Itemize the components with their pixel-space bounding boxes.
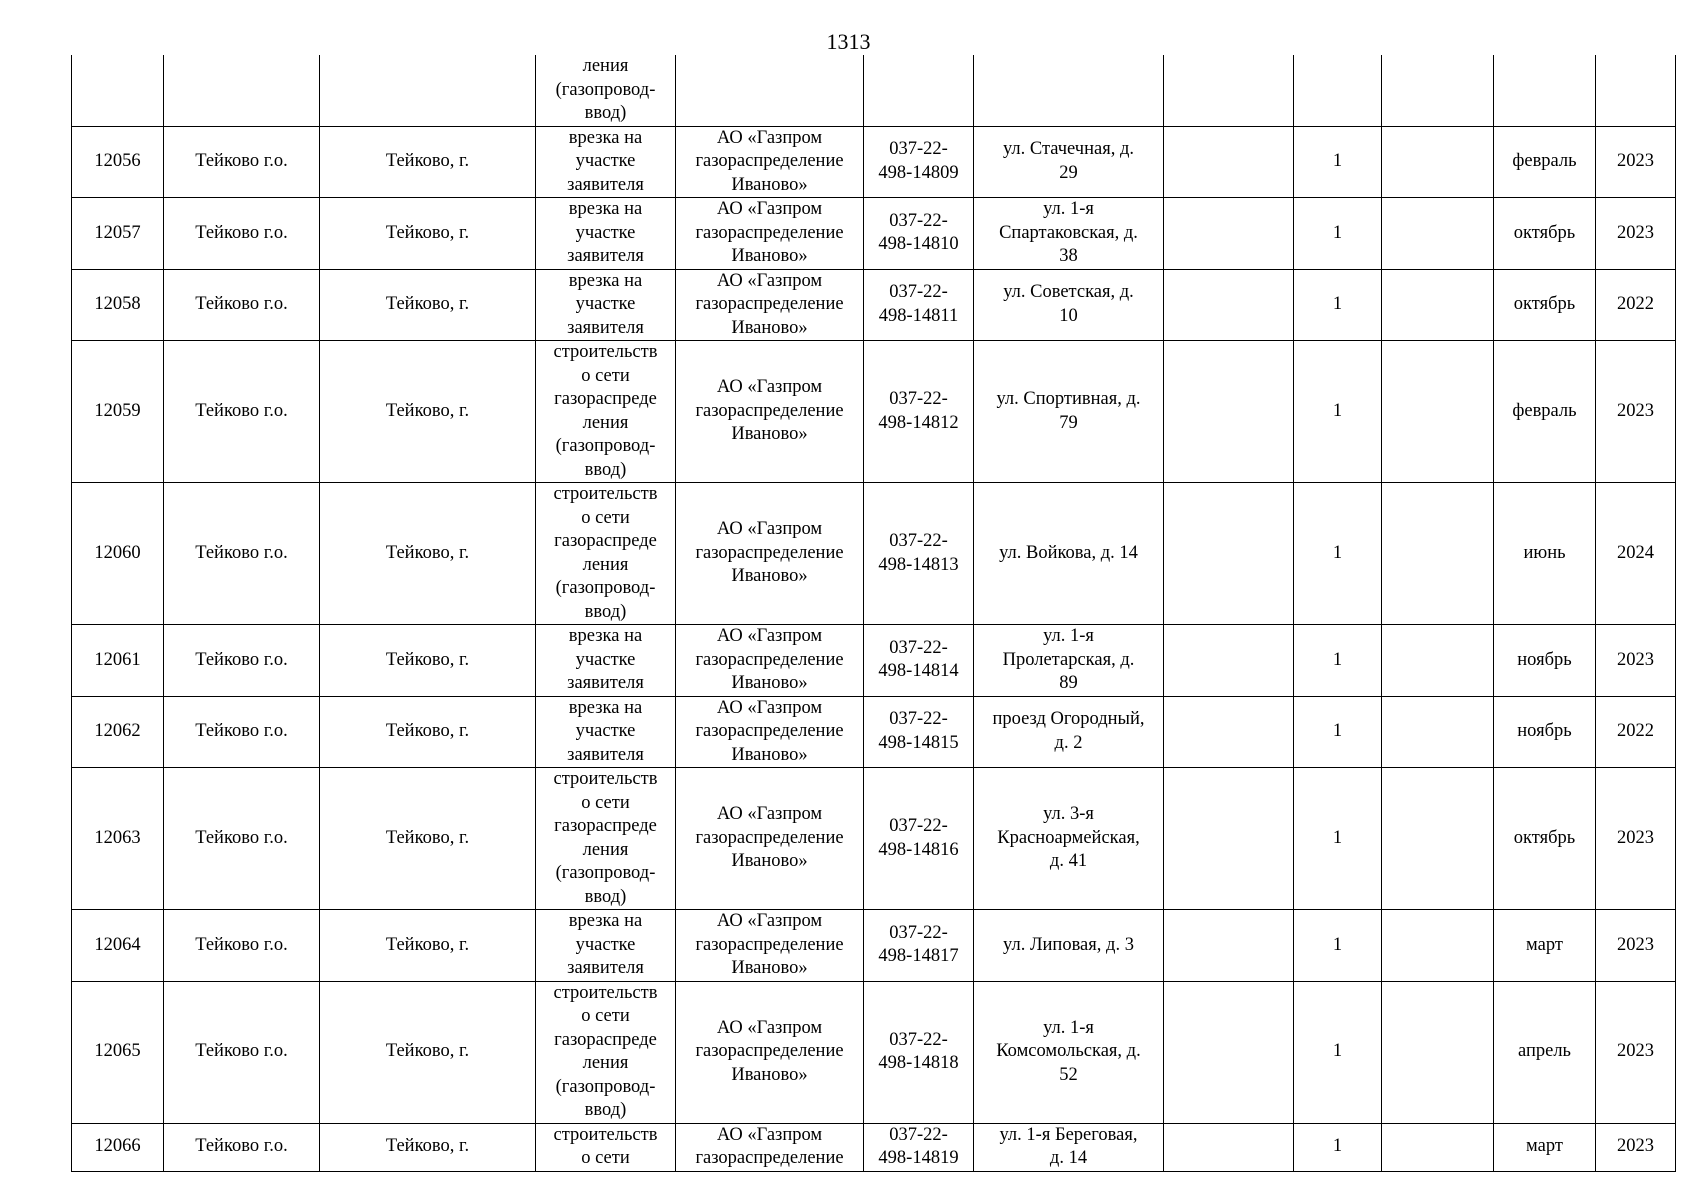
cell-address-text: ул. Спортивная, д. 79 xyxy=(996,389,1141,433)
cell-settlement xyxy=(320,341,536,483)
cell-code-text: 037-22- 498-14810 xyxy=(878,210,959,255)
cell-quantity-text: 1 xyxy=(1332,151,1343,171)
cell-organization-text: АО «Газпром газораспределение xyxy=(695,1124,844,1168)
cell-empty xyxy=(864,55,974,126)
cell-month xyxy=(1494,341,1596,483)
table-row xyxy=(72,981,1676,1123)
cell-id xyxy=(72,768,164,910)
cell-work-type-text: врезка на участке заявителя xyxy=(567,911,644,978)
cell-month xyxy=(1494,126,1596,198)
cell-col8 xyxy=(1164,198,1294,270)
cell-month-text: апрель xyxy=(1518,1041,1571,1062)
cell-work-type xyxy=(536,55,676,126)
cell-id-text: 12064 xyxy=(94,934,141,955)
cell-empty xyxy=(1294,55,1382,126)
table-row xyxy=(72,1123,1676,1171)
cell-col10 xyxy=(1382,981,1494,1123)
cell-month-text: июнь xyxy=(1523,542,1566,563)
cell-empty xyxy=(320,55,536,126)
cell-address xyxy=(974,768,1164,910)
cell-code-text: 037-22- 498-14818 xyxy=(878,1029,959,1073)
cell-year-text: 2023 xyxy=(1617,649,1654,670)
cell-id-text: 12056 xyxy=(94,151,141,171)
cell-district-text: Тейково г.о. xyxy=(195,934,288,955)
cell-quantity xyxy=(1294,696,1382,768)
cell-year-text: 2023 xyxy=(1617,934,1654,955)
cell-col10 xyxy=(1382,269,1494,341)
table-row xyxy=(72,198,1676,270)
cell-empty xyxy=(1596,55,1676,126)
cell-code-text: 037-22- 498-14817 xyxy=(878,922,959,967)
cell-id-text: 12058 xyxy=(94,294,141,314)
cell-col10 xyxy=(1382,768,1494,910)
cell-address-text: ул. 3-я Красноармейская, д. 41 xyxy=(997,804,1140,872)
cell-district xyxy=(164,981,320,1123)
cell-quantity xyxy=(1294,1123,1382,1171)
cell-month-text: февраль xyxy=(1512,400,1577,421)
cell-organization xyxy=(676,625,864,697)
cell-quantity-text: 1 xyxy=(1332,1041,1343,1062)
cell-code xyxy=(864,1123,974,1171)
cell-address xyxy=(974,696,1164,768)
cell-work-type-text: строительств о сети газораспреде ления (газопровод- ввод) xyxy=(553,769,658,907)
cell-organization xyxy=(676,910,864,982)
cell-col8 xyxy=(1164,625,1294,697)
cell-address-text: ул. 1-я Спартаковская, д. 38 xyxy=(999,199,1138,266)
cell-empty xyxy=(72,55,164,126)
cell-code-text: 037-22- 498-14816 xyxy=(878,816,959,860)
cell-month-text: ноябрь xyxy=(1517,721,1572,741)
cell-district-text: Тейково г.о. xyxy=(195,1041,288,1062)
table-row xyxy=(72,625,1676,697)
cell-district xyxy=(164,341,320,483)
cell-district-text: Тейково г.о. xyxy=(195,151,288,171)
cell-code xyxy=(864,483,974,625)
cell-settlement-text: Тейково, г. xyxy=(385,649,470,670)
cell-quantity-text: 1 xyxy=(1332,934,1343,955)
cell-month xyxy=(1494,910,1596,982)
cell-quantity-text: 1 xyxy=(1332,400,1343,421)
cell-year xyxy=(1596,126,1676,198)
cell-col8 xyxy=(1164,910,1294,982)
cell-col8 xyxy=(1164,341,1294,483)
cell-district-text: Тейково г.о. xyxy=(195,222,288,243)
cell-col8 xyxy=(1164,126,1294,198)
cell-work-type-text: врезка на участке заявителя xyxy=(567,270,644,338)
cell-settlement-text: Тейково, г. xyxy=(385,827,470,848)
cell-district-text: Тейково г.о. xyxy=(195,400,288,421)
cell-code-text: 037-22- 498-14811 xyxy=(878,282,959,326)
cell-id xyxy=(72,981,164,1123)
cell-district xyxy=(164,768,320,910)
cell-month-text: ноябрь xyxy=(1517,649,1572,670)
cell-address-text: ул. Стачечная, д. 29 xyxy=(1002,139,1135,183)
cell-organization-text: АО «Газпром газораспределение Иваново» xyxy=(695,911,844,978)
cell-district xyxy=(164,269,320,341)
cell-organization-text: АО «Газпром газораспределение Иваново» xyxy=(695,127,844,195)
cell-empty xyxy=(676,55,864,126)
cell-id-text: 12057 xyxy=(94,222,141,243)
cell-settlement xyxy=(320,198,536,270)
cell-organization-text: АО «Газпром газораспределение Иваново» xyxy=(695,377,844,445)
cell-quantity xyxy=(1294,768,1382,910)
cell-settlement xyxy=(320,625,536,697)
cell-year xyxy=(1596,696,1676,768)
cell-quantity-text: 1 xyxy=(1332,294,1343,314)
data-table xyxy=(71,55,1676,1172)
cell-work-type xyxy=(536,269,676,341)
table-row xyxy=(72,269,1676,341)
cell-empty xyxy=(1494,55,1596,126)
table-row xyxy=(72,910,1676,982)
cell-settlement xyxy=(320,126,536,198)
cell-work-type xyxy=(536,341,676,483)
cell-id-text: 12063 xyxy=(94,827,141,848)
cell-col8 xyxy=(1164,483,1294,625)
cell-district xyxy=(164,198,320,270)
cell-month xyxy=(1494,198,1596,270)
cell-organization xyxy=(676,341,864,483)
cell-col8 xyxy=(1164,981,1294,1123)
cell-col10 xyxy=(1382,341,1494,483)
cell-year-text: 2024 xyxy=(1617,542,1654,563)
cell-col10 xyxy=(1382,696,1494,768)
cell-district xyxy=(164,910,320,982)
cell-address xyxy=(974,126,1164,198)
table-row xyxy=(72,696,1676,768)
cell-address xyxy=(974,269,1164,341)
cell-year-text: 2023 xyxy=(1617,400,1654,421)
cell-code xyxy=(864,625,974,697)
cell-year xyxy=(1596,981,1676,1123)
cell-year xyxy=(1596,269,1676,341)
cell-month-text: октябрь xyxy=(1513,222,1576,243)
cell-year xyxy=(1596,483,1676,625)
cell-work-type xyxy=(536,198,676,270)
cell-col8 xyxy=(1164,1123,1294,1171)
cell-code xyxy=(864,269,974,341)
cell-organization xyxy=(676,126,864,198)
cell-code-text: 037-22- 498-14814 xyxy=(878,637,959,682)
cell-col10 xyxy=(1382,625,1494,697)
cell-district-text: Тейково г.о. xyxy=(195,721,288,741)
cell-district xyxy=(164,625,320,697)
table-body xyxy=(72,55,1676,1171)
cell-settlement-text: Тейково, г. xyxy=(385,721,470,741)
cell-work-type-text: строительств о сети xyxy=(553,1124,658,1168)
cell-code xyxy=(864,341,974,483)
cell-year-text: 2023 xyxy=(1617,151,1654,171)
cell-address xyxy=(974,341,1164,483)
cell-organization xyxy=(676,981,864,1123)
cell-address-text: ул. 1-я Комсомольская, д. 52 xyxy=(996,1017,1141,1085)
table-row-continued xyxy=(72,55,1676,126)
cell-work-type-text: врезка на участке заявителя xyxy=(567,626,644,693)
cell-settlement-text: Тейково, г. xyxy=(385,400,470,421)
cell-district xyxy=(164,1123,320,1171)
cell-code xyxy=(864,198,974,270)
cell-code-text: 037-22- 498-14809 xyxy=(878,139,959,183)
cell-settlement-text: Тейково, г. xyxy=(385,294,470,314)
table-row xyxy=(72,768,1676,910)
cell-quantity-text: 1 xyxy=(1332,1136,1343,1157)
cell-month-text: октябрь xyxy=(1513,827,1576,848)
cell-settlement-text: Тейково, г. xyxy=(385,934,470,955)
cell-year xyxy=(1596,341,1676,483)
cell-id-text: 12059 xyxy=(94,400,141,421)
table-row xyxy=(72,126,1676,198)
cell-id xyxy=(72,625,164,697)
cell-quantity-text: 1 xyxy=(1332,542,1343,563)
cell-year-text: 2023 xyxy=(1617,1041,1654,1062)
cell-empty xyxy=(1382,55,1494,126)
cell-organization xyxy=(676,483,864,625)
cell-year-text: 2023 xyxy=(1617,827,1654,848)
cell-work-type xyxy=(536,625,676,697)
cell-organization-text: АО «Газпром газораспределение Иваново» xyxy=(695,626,844,693)
cell-organization-text: АО «Газпром газораспределение Иваново» xyxy=(695,519,844,587)
cell-year xyxy=(1596,768,1676,910)
cell-col8 xyxy=(1164,768,1294,910)
cell-address xyxy=(974,910,1164,982)
cell-code-text: 037-22- 498-14819 xyxy=(878,1124,959,1168)
cell-quantity-text: 1 xyxy=(1332,827,1343,848)
cell-quantity xyxy=(1294,625,1382,697)
cell-address-text: проезд Огородный, д. 2 xyxy=(992,709,1145,753)
cell-address xyxy=(974,198,1164,270)
cell-month xyxy=(1494,981,1596,1123)
cell-code xyxy=(864,910,974,982)
cell-work-type xyxy=(536,126,676,198)
cell-settlement xyxy=(320,910,536,982)
cell-settlement xyxy=(320,981,536,1123)
cell-address-text: ул. Липовая, д. 3 xyxy=(1003,934,1134,955)
cell-id xyxy=(72,126,164,198)
cell-organization xyxy=(676,269,864,341)
cell-year-text: 2022 xyxy=(1617,294,1654,314)
cell-month xyxy=(1494,768,1596,910)
cell-code xyxy=(864,126,974,198)
cell-id-text: 12066 xyxy=(94,1136,141,1157)
cell-organization xyxy=(676,1123,864,1171)
cell-col8 xyxy=(1164,696,1294,768)
cell-month xyxy=(1494,1123,1596,1171)
cell-quantity xyxy=(1294,269,1382,341)
cell-work-type-text: врезка на участке заявителя xyxy=(567,199,644,266)
cell-district-text: Тейково г.о. xyxy=(195,1136,288,1157)
cell-month xyxy=(1494,483,1596,625)
cell-settlement xyxy=(320,768,536,910)
cell-address-text: ул. Советская, д. 10 xyxy=(1003,282,1134,326)
cell-code-text: 037-22- 498-14815 xyxy=(878,709,959,753)
cell-district xyxy=(164,483,320,625)
cell-col10 xyxy=(1382,1123,1494,1171)
cell-year xyxy=(1596,1123,1676,1171)
cell-organization xyxy=(676,768,864,910)
cell-year xyxy=(1596,625,1676,697)
cell-id xyxy=(72,1123,164,1171)
cell-settlement xyxy=(320,269,536,341)
cell-code-text: 037-22- 498-14812 xyxy=(878,389,959,433)
cell-month xyxy=(1494,696,1596,768)
cell-settlement-text: Тейково, г. xyxy=(385,222,470,243)
cell-work-type-text: строительств о сети газораспреде ления (газопровод- ввод) xyxy=(553,484,658,622)
cell-id-text: 12062 xyxy=(94,721,141,741)
cell-quantity xyxy=(1294,341,1382,483)
cell-district-text: Тейково г.о. xyxy=(195,827,288,848)
cell-work-type xyxy=(536,1123,676,1171)
cell-quantity xyxy=(1294,910,1382,982)
cell-district xyxy=(164,126,320,198)
cell-work-type xyxy=(536,981,676,1123)
cell-work-type xyxy=(536,768,676,910)
cell-address xyxy=(974,981,1164,1123)
cell-id-text: 12065 xyxy=(94,1041,141,1062)
cell-settlement xyxy=(320,483,536,625)
cell-quantity-text: 1 xyxy=(1332,649,1343,670)
cell-work-type xyxy=(536,696,676,768)
cell-col10 xyxy=(1382,126,1494,198)
cell-organization-text: АО «Газпром газораспределение Иваново» xyxy=(695,1017,844,1085)
cell-id xyxy=(72,910,164,982)
cell-col10 xyxy=(1382,483,1494,625)
cell-settlement-text: Тейково, г. xyxy=(385,1041,470,1062)
cell-year-text: 2023 xyxy=(1617,222,1654,243)
cell-organization-text: АО «Газпром газораспределение Иваново» xyxy=(695,804,844,872)
cell-quantity-text: 1 xyxy=(1332,222,1343,243)
cell-id xyxy=(72,341,164,483)
cell-district xyxy=(164,696,320,768)
cell-organization-text: АО «Газпром газораспределение Иваново» xyxy=(695,270,844,338)
cell-address-text: ул. 1-я Пролетарская, д. 89 xyxy=(1002,626,1135,693)
page-number: 1313 xyxy=(826,29,871,54)
cell-year-text: 2022 xyxy=(1617,721,1654,741)
cell-organization xyxy=(676,696,864,768)
cell-quantity-text: 1 xyxy=(1332,721,1343,741)
cell-id-text: 12061 xyxy=(94,649,141,670)
cell-district-text: Тейково г.о. xyxy=(195,294,288,314)
cell-settlement xyxy=(320,696,536,768)
cell-empty xyxy=(974,55,1164,126)
cell-month-text: март xyxy=(1526,1136,1563,1157)
cell-address xyxy=(974,483,1164,625)
cell-organization xyxy=(676,198,864,270)
cell-id xyxy=(72,269,164,341)
cell-work-type xyxy=(536,483,676,625)
cell-month xyxy=(1494,269,1596,341)
cell-empty xyxy=(1164,55,1294,126)
cell-id-text: 12060 xyxy=(94,542,141,563)
cell-month-text: февраль xyxy=(1512,151,1577,171)
cell-address-text: ул. 1-я Береговая, д. 14 xyxy=(999,1124,1138,1168)
cell-code xyxy=(864,981,974,1123)
cell-year xyxy=(1596,198,1676,270)
cell-work-type xyxy=(536,910,676,982)
cell-code xyxy=(864,696,974,768)
cell-empty xyxy=(164,55,320,126)
cell-col10 xyxy=(1382,910,1494,982)
cell-id xyxy=(72,198,164,270)
work-type-text: ления (газопровод- ввод) xyxy=(555,56,656,123)
cell-code xyxy=(864,768,974,910)
cell-quantity xyxy=(1294,981,1382,1123)
cell-month xyxy=(1494,625,1596,697)
cell-quantity xyxy=(1294,126,1382,198)
cell-col10 xyxy=(1382,198,1494,270)
cell-organization-text: АО «Газпром газораспределение Иваново» xyxy=(695,697,844,765)
cell-month-text: март xyxy=(1526,934,1563,955)
cell-work-type-text: врезка на участке заявителя xyxy=(567,127,644,195)
cell-id xyxy=(72,483,164,625)
cell-organization-text: АО «Газпром газораспределение Иваново» xyxy=(695,199,844,266)
cell-settlement xyxy=(320,1123,536,1171)
cell-id xyxy=(72,696,164,768)
cell-settlement-text: Тейково, г. xyxy=(385,1136,470,1157)
cell-address xyxy=(974,625,1164,697)
cell-work-type-text: врезка на участке заявителя xyxy=(567,697,644,765)
cell-work-type-text: строительств о сети газораспреде ления (газопровод- ввод) xyxy=(553,982,658,1120)
cell-year-text: 2023 xyxy=(1617,1136,1654,1157)
cell-quantity xyxy=(1294,483,1382,625)
cell-address xyxy=(974,1123,1164,1171)
cell-work-type-text: строительств о сети газораспреде ления (газопровод- ввод) xyxy=(553,342,658,480)
cell-address-text: ул. Войкова, д. 14 xyxy=(999,542,1138,563)
cell-code-text: 037-22- 498-14813 xyxy=(878,531,959,575)
cell-district-text: Тейково г.о. xyxy=(195,542,288,563)
table-row xyxy=(72,341,1676,483)
table-row xyxy=(72,483,1676,625)
cell-col8 xyxy=(1164,269,1294,341)
cell-quantity xyxy=(1294,198,1382,270)
cell-settlement-text: Тейково, г. xyxy=(385,542,470,563)
cell-district-text: Тейково г.о. xyxy=(195,649,288,670)
cell-year xyxy=(1596,910,1676,982)
cell-settlement-text: Тейково, г. xyxy=(385,151,470,171)
cell-month-text: октябрь xyxy=(1513,294,1576,314)
